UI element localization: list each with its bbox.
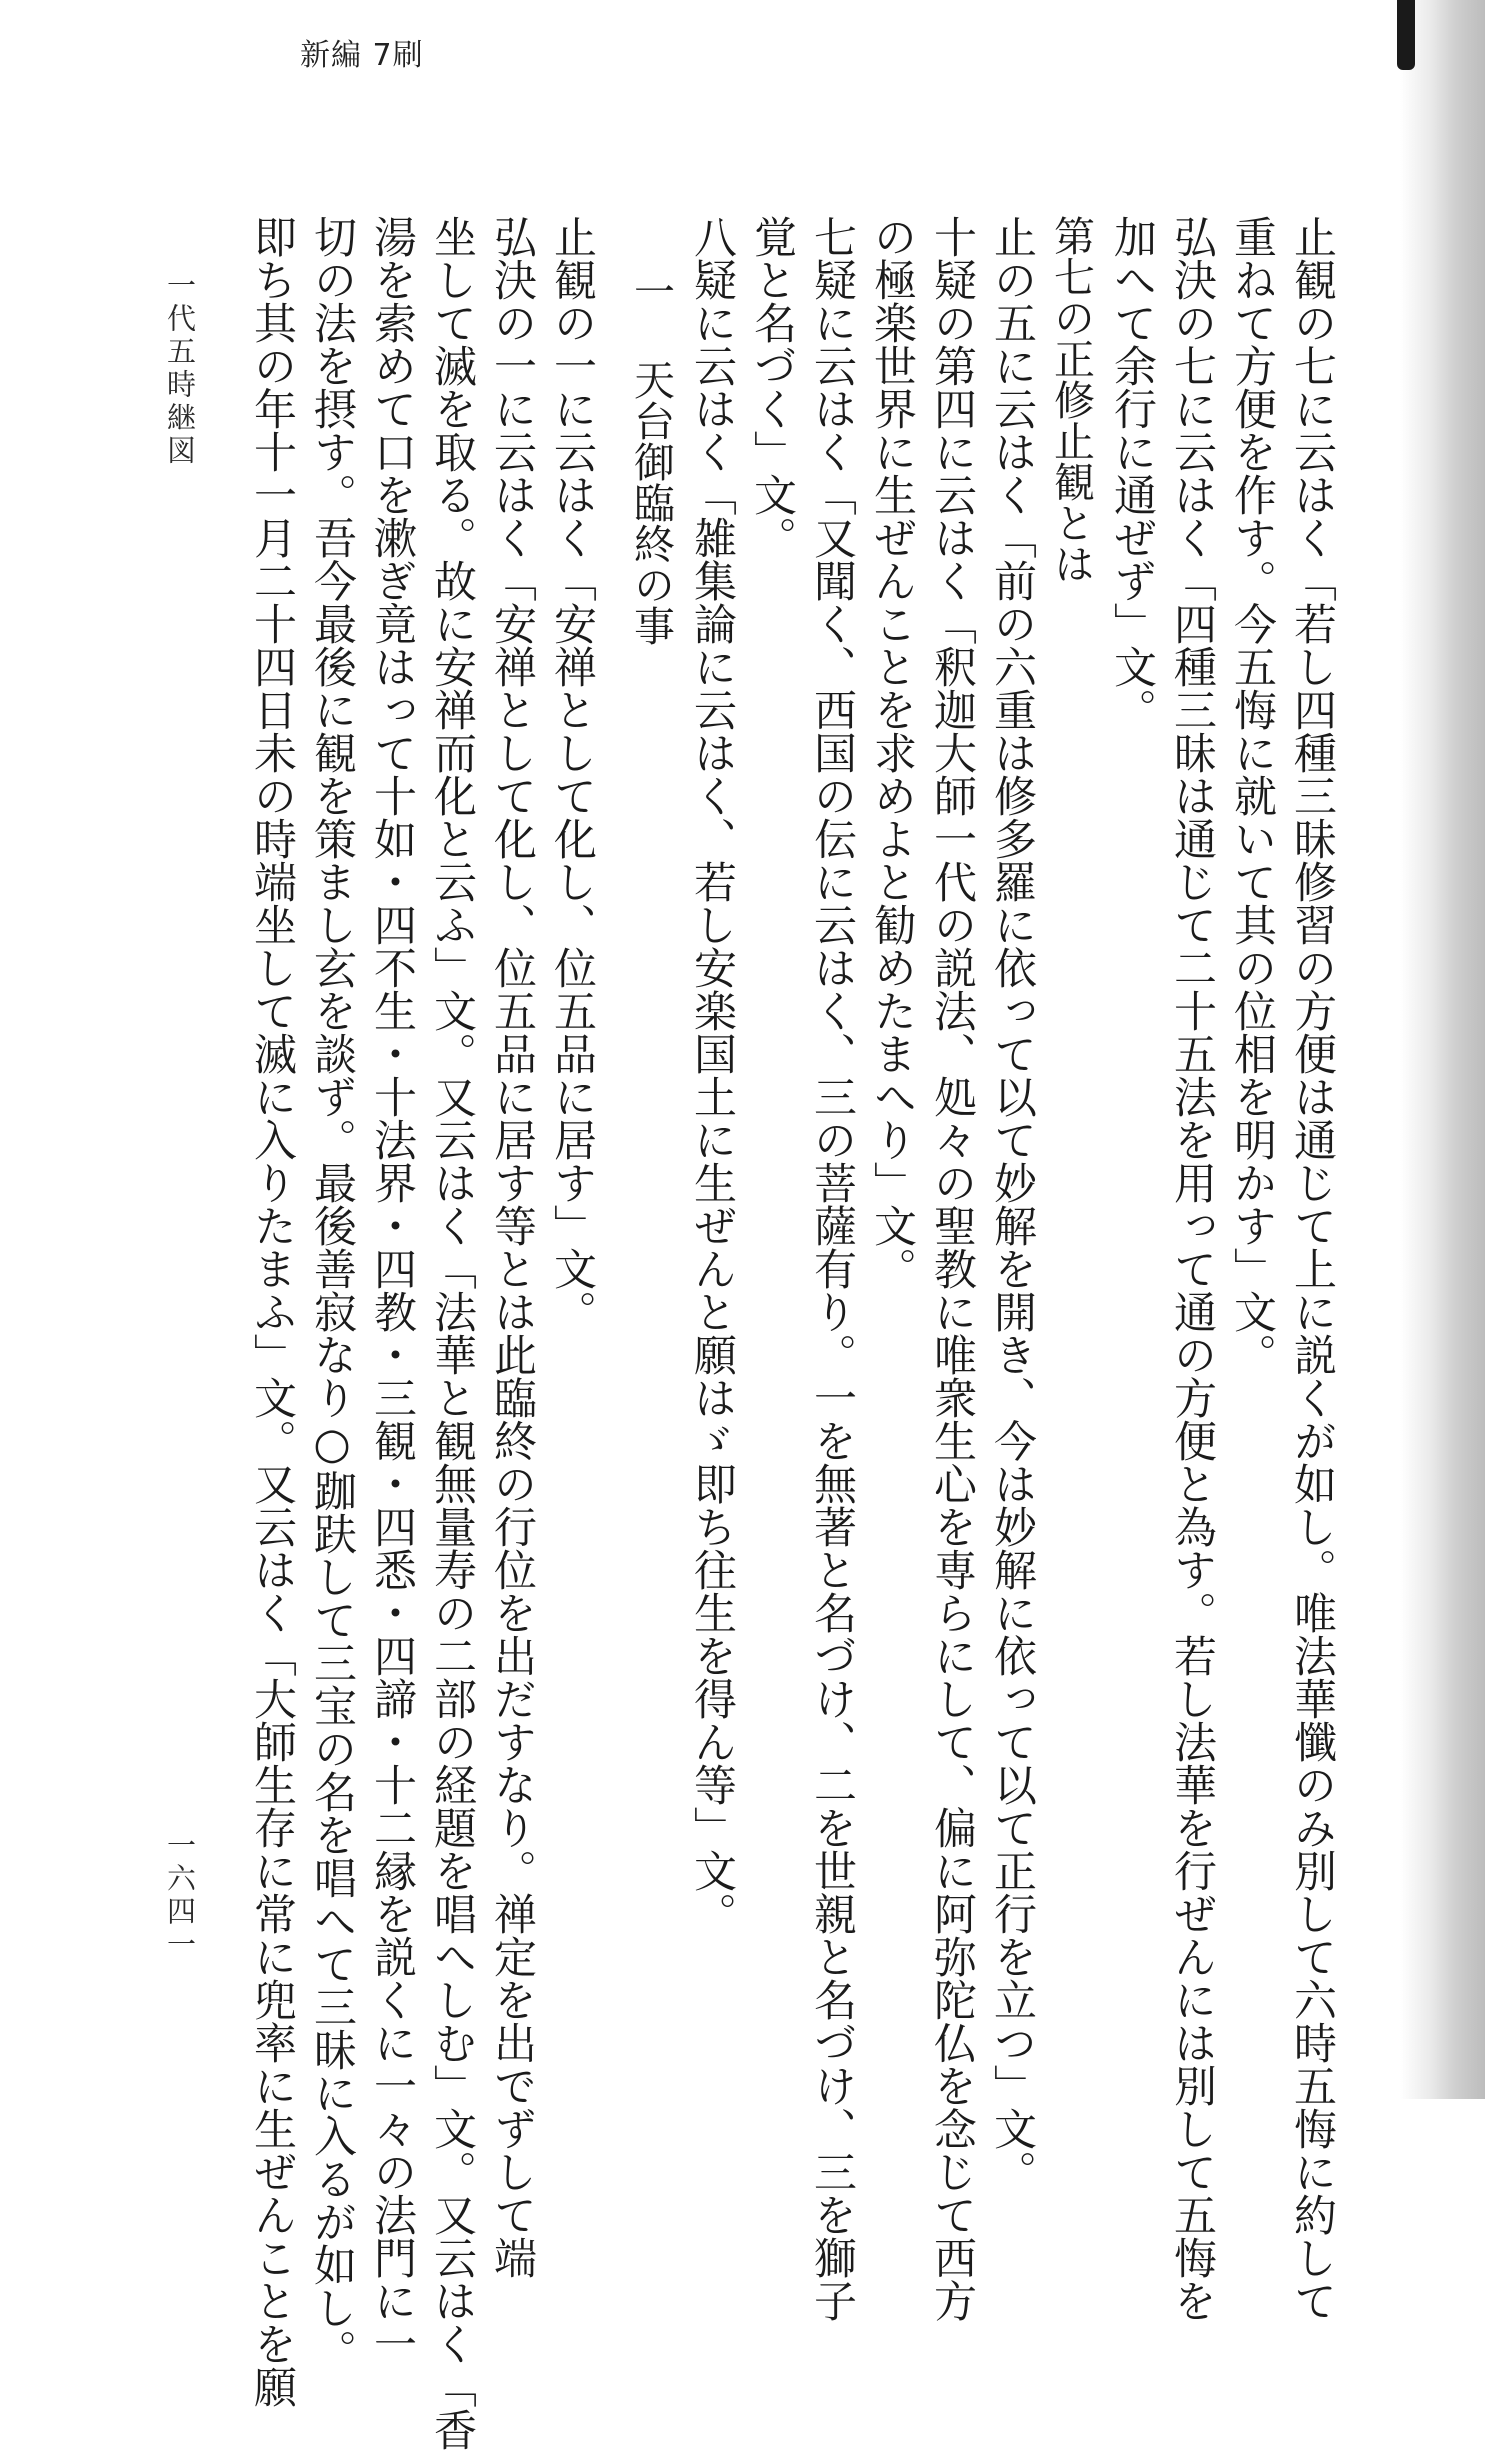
text-line: 弘決の一に云はく「安禅として化し、位五品に居す等とは此臨終の行位を出だすなり。禅定を出でずして端 [487, 215, 537, 2279]
running-title: 一代五時継図 [163, 270, 197, 468]
text-line: 湯を索めて口を漱ぎ竟はって十如・四不生・十法界・四教・三観・四悉・四諦・十二縁を説くに一々の法門に一 [367, 215, 417, 2365]
binding-shadow [1397, 0, 1415, 70]
text-line: 覚と名づく」文。 [747, 215, 797, 559]
text-line: 切の法を摂す。吾今最後に観を策まし玄を談ず。最後善寂なり○跏趺して三宝の名を唱へて三昧に入るが如し。 [307, 215, 357, 2372]
page-number: 一六四一 [163, 1830, 197, 1962]
text-line: 即ち其の年十一月二十四日未の時端坐して滅に入りたまふ」文。又云はく「大師生存に常に兜率に生ぜんことを願 [247, 215, 297, 2408]
text-line: 弘決の七に云はく「四種三昧は通じて二十五法を用って通の方便と為す。若し法華を行ぜんには別して五悔を [1167, 215, 1217, 2322]
binding-gutter [1400, 0, 1485, 2099]
text-line: 止の五に云はく「前の六重は修多羅に依って以て妙解を開き、今は妙解に依って以て正行を立つ」文。 [987, 215, 1037, 2193]
text-line: 重ねて方便を作す。今五悔に就いて其の位相を明かす」文。 [1227, 215, 1277, 1376]
text-line: 十疑の第四に云はく「釈迦大師一代の説法、処々の聖教に唯衆生心を専らにして、偏に阿弥陀仏を念じて西方 [927, 215, 977, 2322]
section-heading: 第七の正修止観とは [1047, 215, 1095, 584]
text-line: 加へて余行に通ぜず」文。 [1107, 215, 1157, 731]
text-line: の極楽世界に生ぜんことを求めよと勧めたまへり」文。 [867, 215, 917, 1290]
edition-label: 新編 7刷 [300, 38, 424, 73]
text-line: 八疑に云はく「雑集論に云はく、若し安楽国土に生ぜんと願はゞ即ち往生を得ん等」文。 [687, 215, 737, 1935]
text-line: 止観の七に云はく「若し四種三昧修習の方便は通じて上に説くが如し。唯法華懺のみ別して六時五悔に約して [1287, 215, 1337, 2322]
section-heading: 一 天台御臨終の事 [627, 270, 675, 646]
text-line: 止観の一に云はく「安禅として化し、位五品に居す」文。 [547, 215, 597, 1333]
text-line: 七疑に云はく「又聞く、西国の伝に云はく、三の菩薩有り。一を無著と名づけ、二を世親と名づけ、三を獅子 [807, 215, 857, 2322]
text-line: 坐して滅を取る。故に安禅而化と云ふ」文。又云はく「法華と観無量寿の二部の経題を唱へしむ」文。又云はく「香 [427, 215, 477, 2451]
